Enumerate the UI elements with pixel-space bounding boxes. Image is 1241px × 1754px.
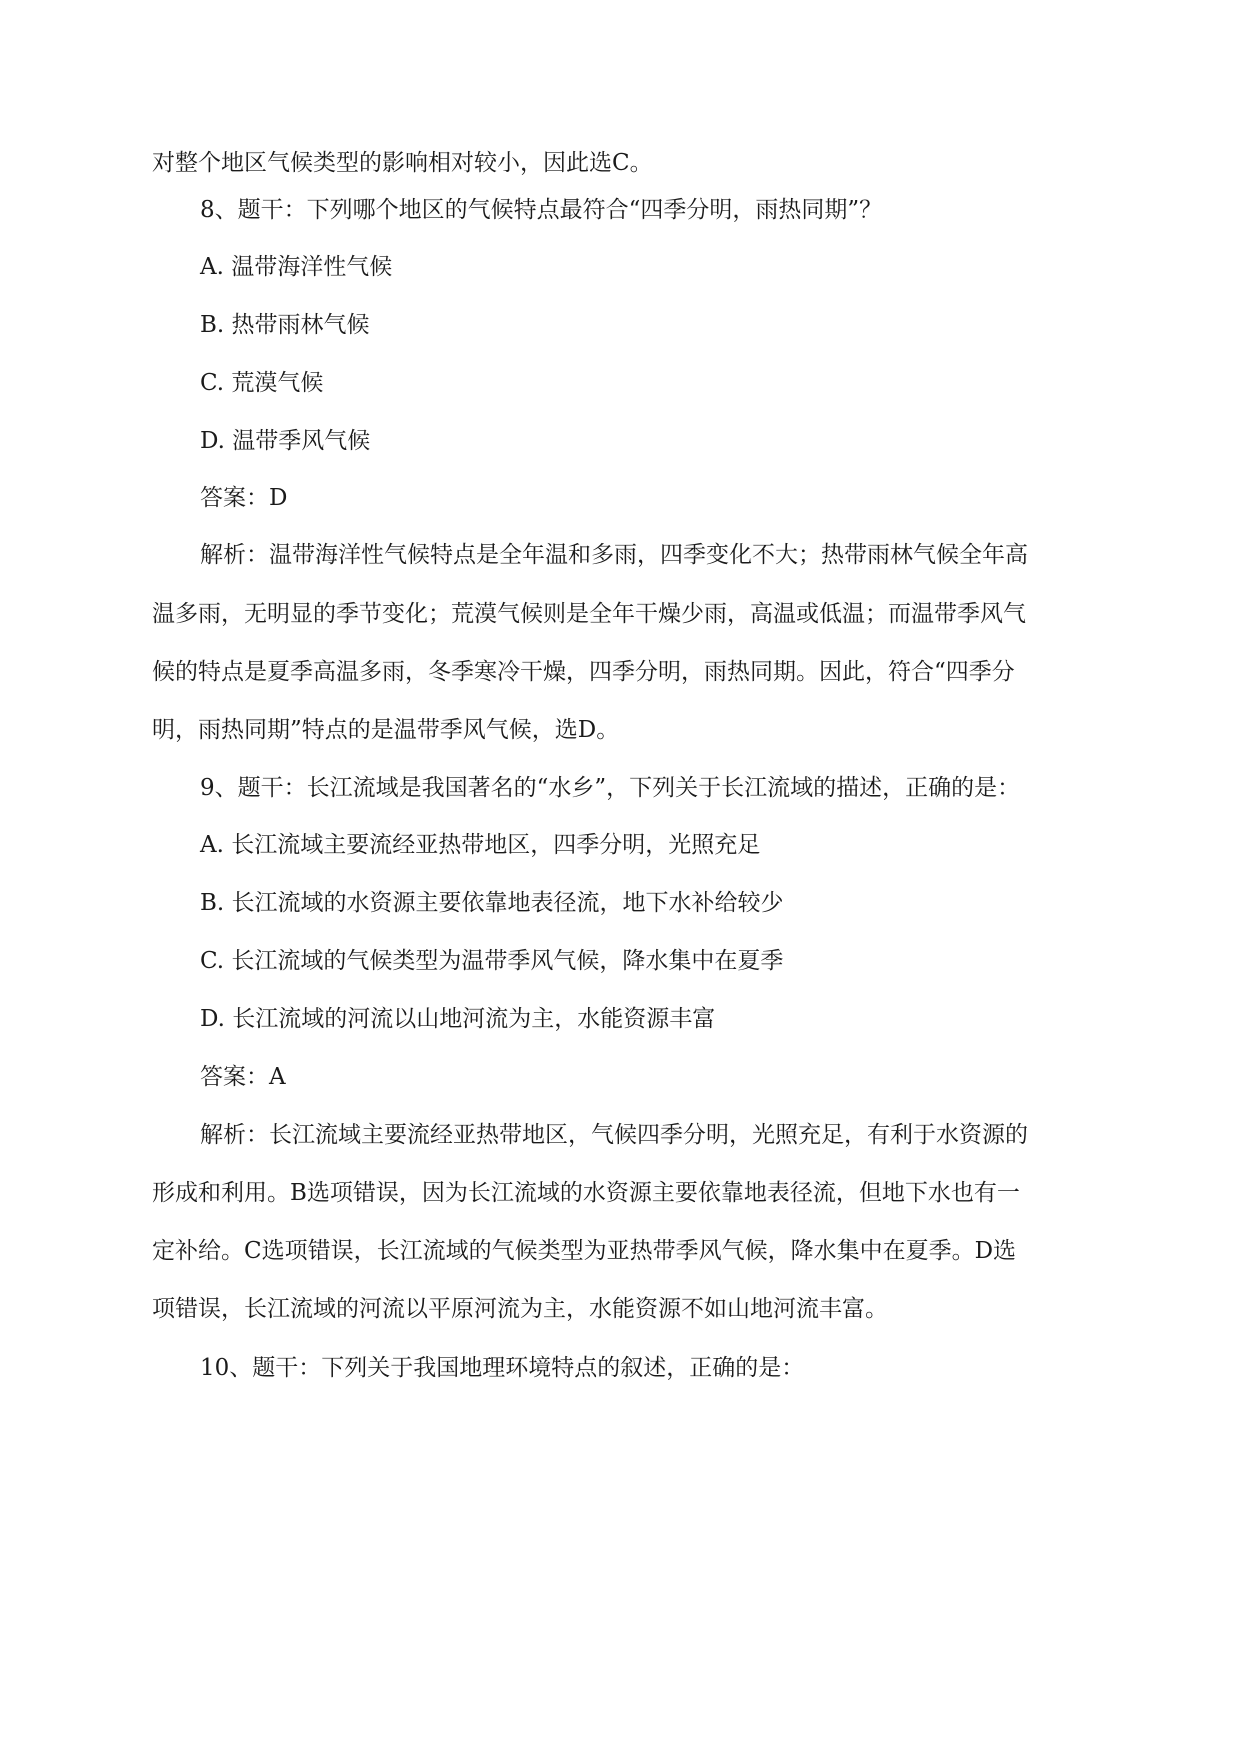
analysis-line: 解析：温带海洋性气候特点是全年温和多雨，四季变化不大；热带雨林气候全年高 [200,542,1028,568]
option-c: C. 长江流域的气候类型为温带季风气候，降水集中在夏季 [200,948,784,974]
option-d: D. 长江流域的河流以山地河流为主，水能资源丰富 [200,1006,716,1032]
option-a: A. 长江流域主要流经亚热带地区，四季分明，光照充足 [200,832,761,858]
answer-line: 答案：A [200,1064,286,1090]
option-b: B. 长江流域的水资源主要依靠地表径流，地下水补给较少 [200,890,784,916]
option-b: B. 热带雨林气候 [200,312,370,338]
question-8-stem: 8、题干：下列哪个地区的气候特点最符合“四季分明，雨热同期”？ [200,197,883,223]
analysis-line: 定补给。C选项错误，长江流域的气候类型为亚热带季风气候，降水集中在夏季。D选 [152,1238,1017,1264]
analysis-line: 候的特点是夏季高温多雨，冬季寒冷干燥，四季分明，雨热同期。因此，符合“四季分 [152,659,1015,685]
analysis-line: 温多雨，无明显的季节变化；荒漠气候则是全年干燥少雨，高温或低温；而温带季风气 [152,601,1026,627]
answer-line: 答案：D [200,485,288,511]
analysis-line: 明，雨热同期”特点的是温带季风气候，选D。 [152,717,620,743]
option-a: A. 温带海洋性气候 [200,254,393,280]
analysis-line: 解析：长江流域主要流经亚热带地区，气候四季分明，光照充足，有利于水资源的 [200,1122,1028,1148]
question-10-stem: 10、题干：下列关于我国地理环境特点的叙述，正确的是： [200,1355,805,1381]
text-line: 对整个地区气候类型的影响相对较小，因此选C。 [152,150,653,176]
option-c: C. 荒漠气候 [200,370,324,396]
analysis-line: 项错误，长江流域的河流以平原河流为主，水能资源不如山地河流丰富。 [152,1296,888,1322]
analysis-line: 形成和利用。B选项错误，因为长江流域的水资源主要依靠地表径流，但地下水也有一 [152,1180,1020,1206]
question-9-stem: 9、题干：长江流域是我国著名的“水乡”，下列关于长江流域的描述，正确的是： [200,775,1021,801]
option-d: D. 温带季风气候 [200,428,371,454]
